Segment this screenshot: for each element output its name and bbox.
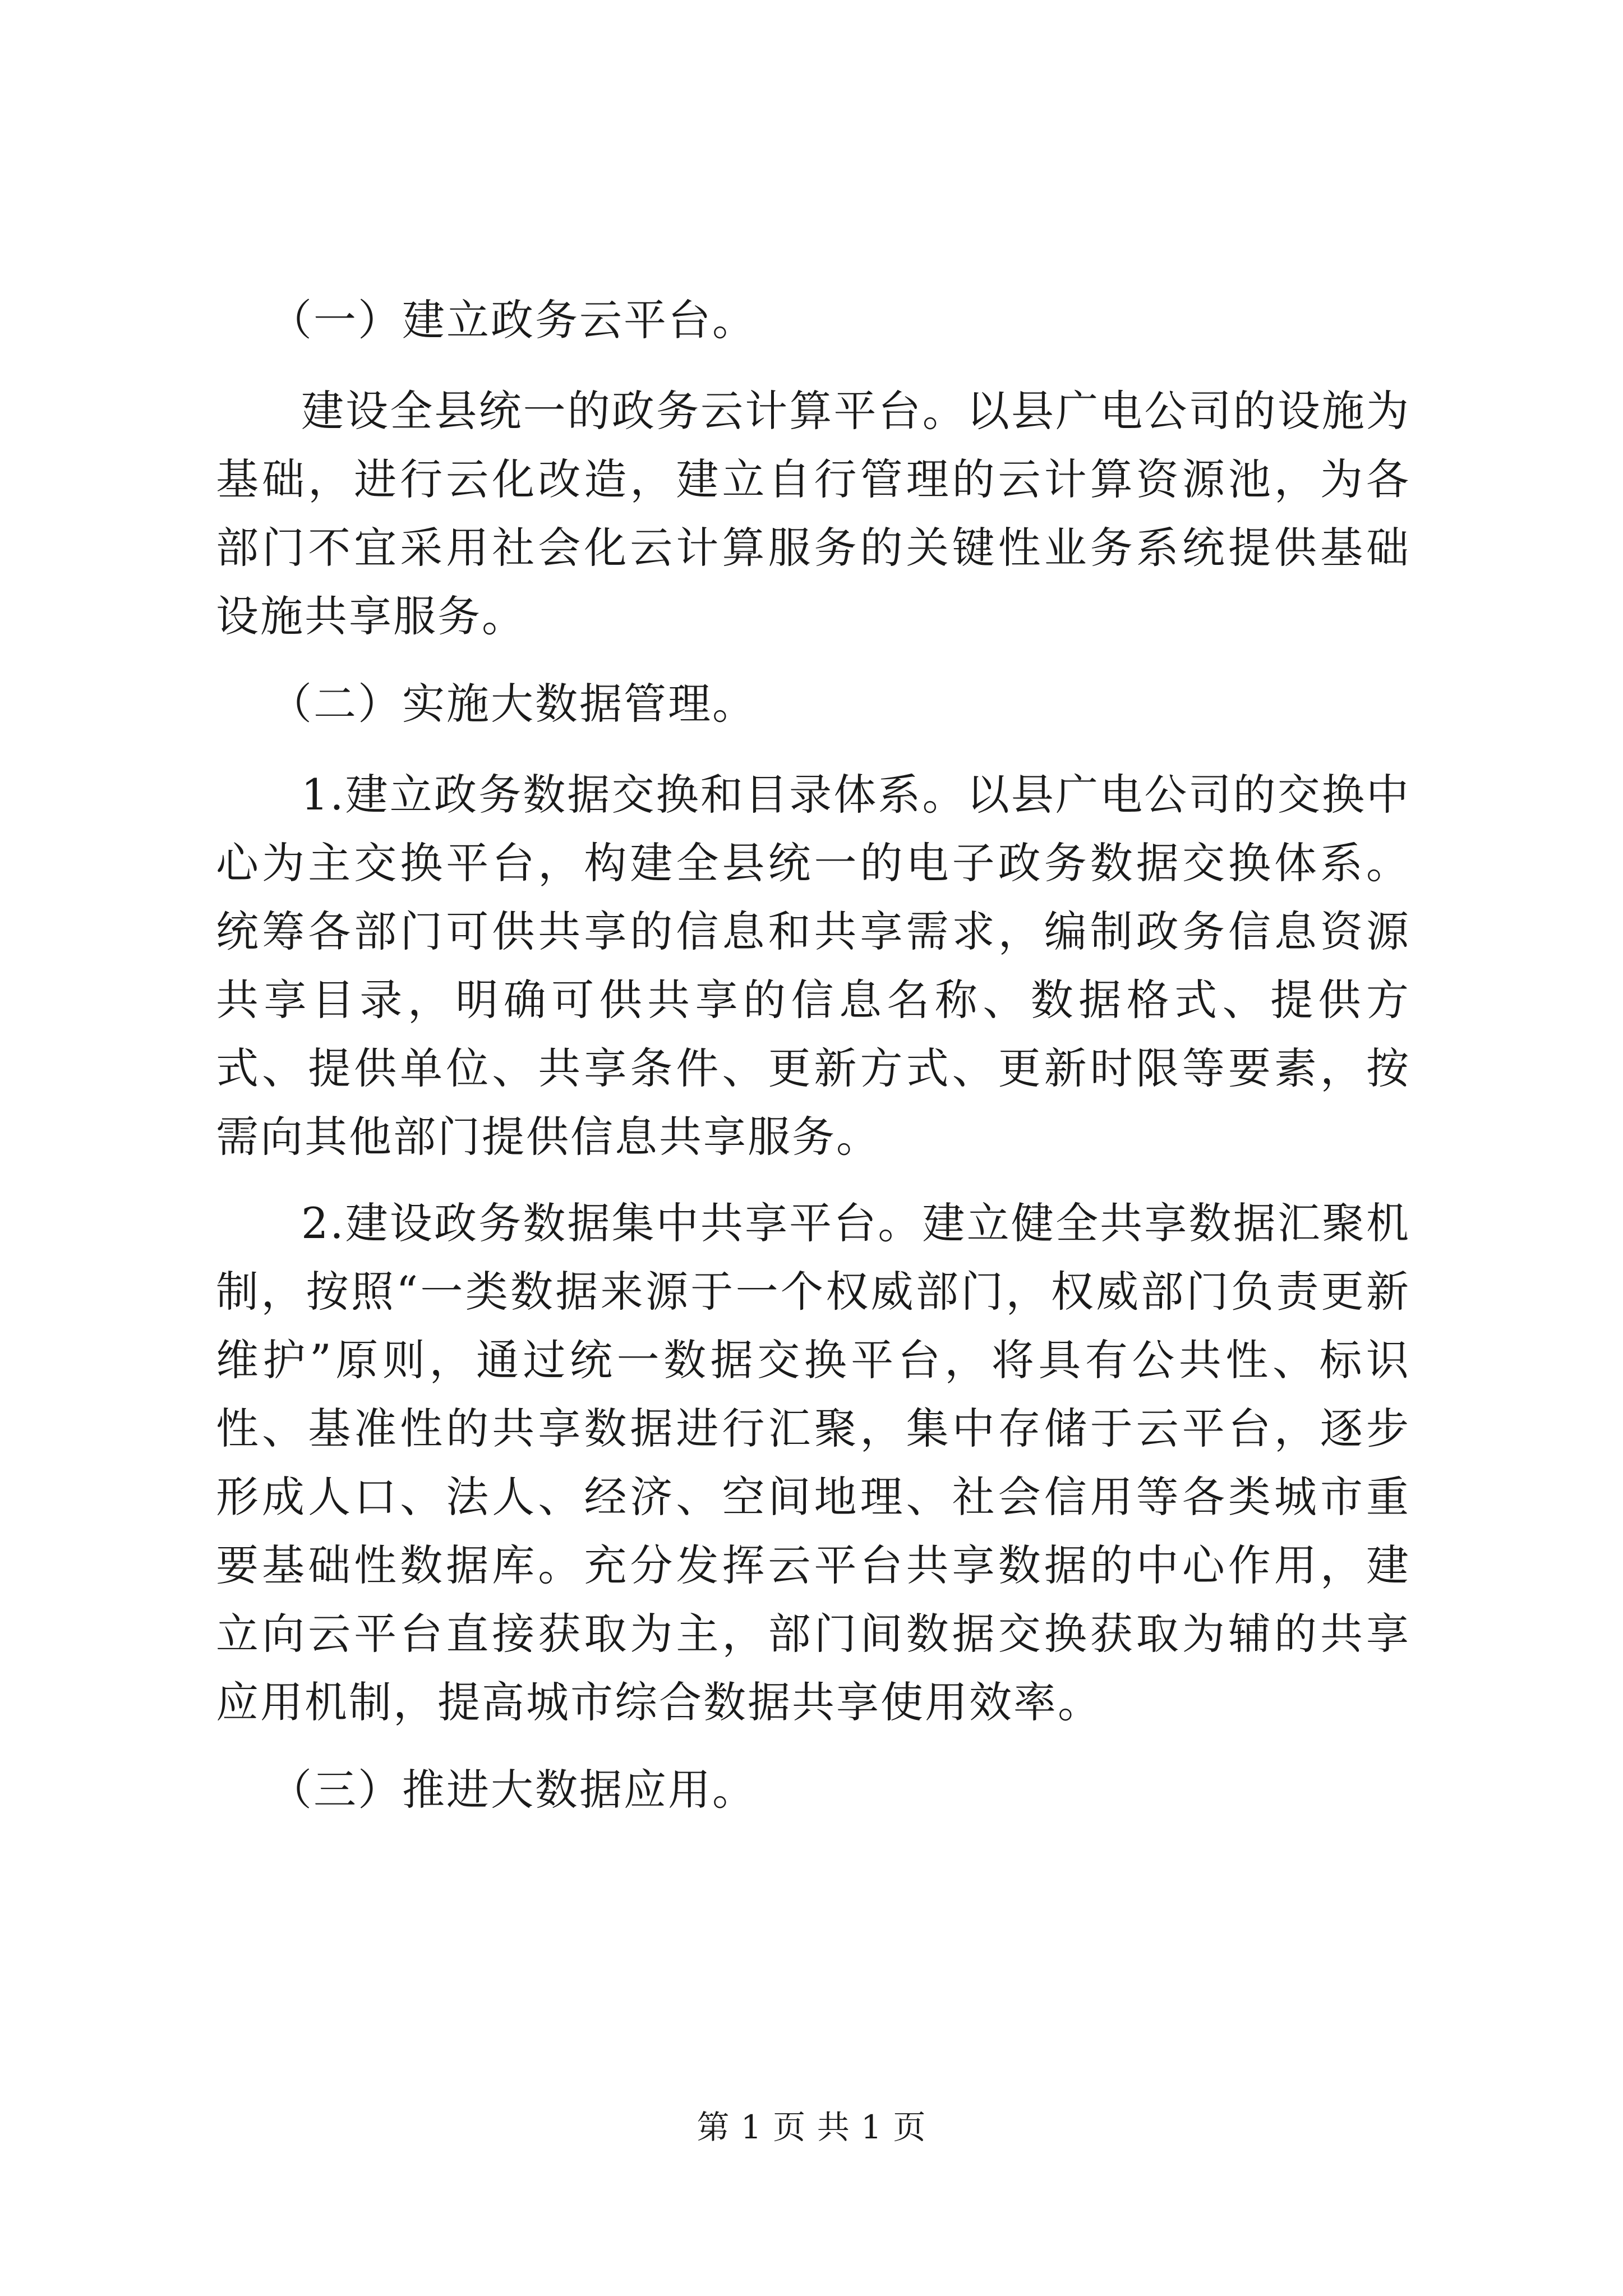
paragraph-data-exchange: 1.建立政务数据交换和目录体系。以县广电公司的交换中心为主交换平台，构建全县统一的电子政务数据交换体系。统筹各部门可供共享的信息和共享需求，编制政务信息资源共享目录，明确可供共享的信息名称、数据格式、提供方式、提供单位、共享条件、更新方式、更新时限等要素，按需向其他部门提供信息共享服务。 <box>216 770 1410 1162</box>
paragraph-data-sharing-platform: 2.建设政务数据集中共享平台。建立健全共享数据汇聚机制，按照“一类数据来源于一个权威部门，权威部门负责更新维护”原则，通过统一数据交换平台，将具有公共性、标识性、基准性的共享数据进行汇聚，集中存储于云平台，逐步形成人口、法人、经济、空间地理、社会信用等各类城市重要基础性数据库。充分发挥云平台共享数据的中心作用，建立向云平台直接获取为主，部门间数据交换获取为辅的共享应用机制，提高城市综合数据共享使用效率。 <box>216 1198 1410 1727</box>
document-body <box>216 286 1410 1847</box>
paragraph-cloud-platform: 建设全县统一的政务云计算平台。以县广电公司的设施为基础，进行云化改造，建立自行管理的云计算资源池，为各部门不宜采用社会化云计算服务的关键性业务系统提供基础设施共享服务。 <box>216 386 1410 641</box>
section-heading-2: （二）实施大数据管理。 <box>269 679 757 729</box>
page-number-footer: 第 1 页 共 1 页 <box>697 2108 926 2146</box>
section-heading-1: （一）建立政务云平台。 <box>269 295 757 345</box>
section-heading-3: （三）推进大数据应用。 <box>269 1765 757 1815</box>
